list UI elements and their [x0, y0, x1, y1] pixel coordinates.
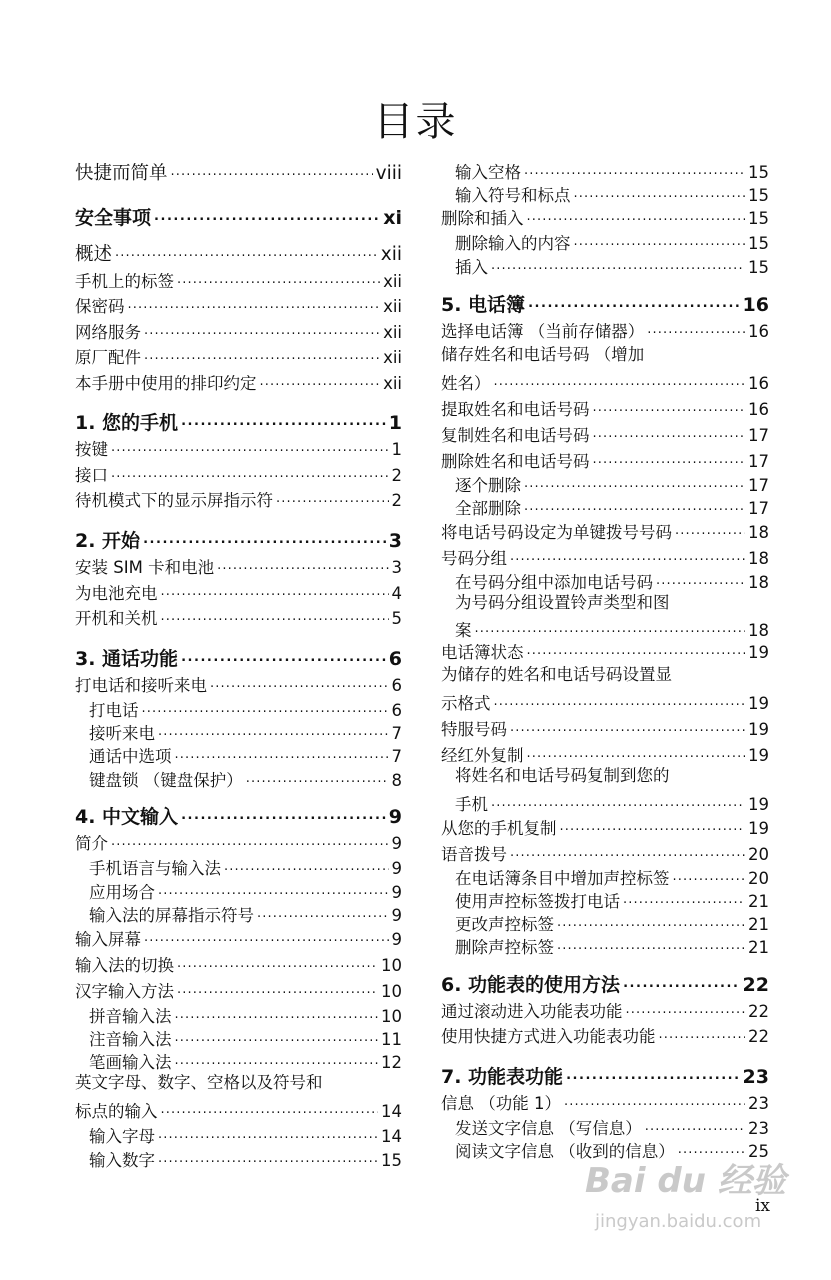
- toc-subentry[interactable]: 输入字母 . . . 14: [89, 1122, 402, 1148]
- toc-entry-wrapped-line: 将姓名和电话号码复制到您的: [455, 766, 670, 785]
- toc-entry[interactable]: 简介 . . . 9: [75, 829, 402, 855]
- toc-entry-wrapped-line: 为号码分组设置铃声类型和图: [455, 593, 670, 612]
- toc-entry[interactable]: 概述 . . . xii: [75, 239, 402, 267]
- toc-entry[interactable]: 为电池充电 . . . 4: [75, 579, 402, 605]
- toc-entry[interactable]: 手机上的标签 . . . xii: [75, 267, 402, 293]
- toc-entry[interactable]: 接口 . . . 2: [75, 461, 402, 487]
- toc-entry[interactable]: 使用快捷方式进入功能表功能 . . . 22: [441, 1022, 769, 1048]
- page-number: ix: [755, 1196, 771, 1216]
- toc-entry[interactable]: 经红外复制 . . . 19: [441, 741, 769, 767]
- toc-chapter-entry[interactable]: 6. 功能表的使用方法 . . . 22: [441, 968, 769, 998]
- toc-entry[interactable]: 示格式 . . . 19: [441, 689, 769, 715]
- toc-entry-wrapped-line: 为储存的姓名和电话号码设置显: [441, 665, 672, 684]
- toc-entry[interactable]: 原厂配件 . . . xii: [75, 343, 402, 369]
- toc-entry[interactable]: 将电话号码设定为单键拨号号码 . . . 18: [441, 518, 769, 544]
- toc-chapter-entry[interactable]: 4. 中文输入 . . . 9: [75, 800, 402, 830]
- toc-entry[interactable]: 汉字输入方法 . . . 10: [75, 977, 402, 1003]
- toc-entry[interactable]: 号码分组 . . . 18: [441, 544, 769, 570]
- toc-subentry[interactable]: 手机 . . . 19: [455, 790, 769, 816]
- toc-entry[interactable]: 网络服务 . . . xii: [75, 318, 402, 344]
- toc-entry[interactable]: 通过滚动进入功能表功能 . . . 22: [441, 997, 769, 1023]
- toc-entry[interactable]: 打电话和接听来电 . . . 6: [75, 671, 402, 697]
- toc-subentry[interactable]: 案 . . . 18: [455, 616, 769, 642]
- toc-entry[interactable]: 待机模式下的显示屏指示符 . . . 2: [75, 486, 402, 512]
- toc-entry[interactable]: 信息 （功能 1） . . . 23: [441, 1089, 769, 1115]
- toc-entry[interactable]: 开机和关机 . . . 5: [75, 604, 402, 630]
- toc-subentry[interactable]: 删除输入的内容 . . . 15: [455, 229, 769, 255]
- toc-entry[interactable]: 输入屏幕 . . . 9: [75, 925, 402, 951]
- toc-entry[interactable]: 标点的输入 . . . 14: [75, 1097, 402, 1123]
- toc-subentry[interactable]: 更改声控标签 . . . 21: [455, 910, 769, 936]
- toc-subentry[interactable]: 使用声控标签拨打电话 . . . 21: [455, 887, 769, 913]
- toc-subentry[interactable]: 打电话 . . . 6: [89, 696, 402, 722]
- toc-entry-wrapped-line: 英文字母、数字、空格以及符号和: [75, 1073, 323, 1092]
- toc-subentry[interactable]: 应用场合 . . . 9: [89, 878, 402, 904]
- toc-entry[interactable]: 删除姓名和电话号码 . . . 17: [441, 447, 769, 473]
- toc-entry[interactable]: 提取姓名和电话号码 . . . 16: [441, 395, 769, 421]
- toc-entry[interactable]: 按键 . . . 1: [75, 435, 402, 461]
- toc-subentry[interactable]: 全部删除 . . . 17: [455, 494, 769, 520]
- toc-subentry[interactable]: 输入法的屏幕指示符号 . . . 9: [89, 901, 402, 927]
- toc-subentry[interactable]: 通话中选项 . . . 7: [89, 742, 402, 768]
- toc-entry[interactable]: 保密码 . . . xii: [75, 292, 402, 318]
- toc-chapter-entry[interactable]: 1. 您的手机 . . . 1: [75, 406, 402, 436]
- toc-entry[interactable]: 语音拨号 . . . 20: [441, 840, 769, 866]
- watermark-logo: Bai du 经验: [585, 1161, 786, 1201]
- toc-subentry[interactable]: 键盘锁 （键盘保护） . . . 8: [89, 766, 402, 792]
- toc-subentry[interactable]: 删除声控标签 . . . 21: [455, 933, 769, 959]
- toc-entry[interactable]: 快捷而简单 . . . viii: [75, 158, 402, 186]
- toc-subentry[interactable]: 拼音输入法 . . . 10: [89, 1002, 402, 1028]
- toc-chapter-entry[interactable]: 3. 通话功能 . . . 6: [75, 642, 402, 672]
- toc-subentry[interactable]: 发送文字信息 （写信息） . . . 23: [455, 1114, 769, 1140]
- toc-subentry[interactable]: 输入数字 . . . 15: [89, 1146, 402, 1172]
- toc-subentry[interactable]: 逐个删除 . . . 17: [455, 471, 769, 497]
- toc-subentry[interactable]: 注音输入法 . . . 11: [89, 1025, 402, 1051]
- toc-entry[interactable]: 选择电话簿 （当前存储器） . . . 16: [441, 317, 769, 343]
- toc-subentry[interactable]: 插入 . . . 15: [455, 253, 769, 279]
- toc-entry[interactable]: 姓名） . . . 16: [441, 369, 769, 395]
- toc-subentry[interactable]: 手机语言与输入法 . . . 9: [89, 854, 402, 880]
- toc-entry[interactable]: 电话簿状态 . . . 19: [441, 638, 769, 664]
- toc-entry[interactable]: 特服号码 . . . 19: [441, 715, 769, 741]
- toc-subentry[interactable]: 笔画输入法 . . . 12: [89, 1048, 402, 1074]
- toc-subentry[interactable]: 输入空格 . . . 15: [455, 158, 769, 184]
- toc-entry[interactable]: 复制姓名和电话号码 . . . 17: [441, 421, 769, 447]
- toc-entry[interactable]: 从您的手机复制 . . . 19: [441, 814, 769, 840]
- toc-subentry[interactable]: 在号码分组中添加电话号码 . . . 18: [455, 568, 769, 594]
- toc-entry[interactable]: 安装 SIM 卡和电池 . . . 3: [75, 553, 402, 579]
- toc-entry[interactable]: 本手册中使用的排印约定 . . . xii: [75, 369, 402, 395]
- toc-entry-wrapped-line: 储存姓名和电话号码 （增加: [441, 345, 645, 364]
- toc-chapter-entry[interactable]: 5. 电话簿 . . . 16: [441, 288, 769, 318]
- toc-subentry[interactable]: 输入符号和标点 . . . 15: [455, 181, 769, 207]
- page-title: 目录: [373, 99, 458, 145]
- toc-chapter-entry[interactable]: 7. 功能表功能 . . . 23: [441, 1060, 769, 1090]
- toc-entry[interactable]: 输入法的切换 . . . 10: [75, 951, 402, 977]
- watermark-url: jingyan.baidu.com: [595, 1211, 762, 1232]
- toc-chapter-entry[interactable]: 2. 开始 . . . 3: [75, 524, 402, 554]
- toc-subentry[interactable]: 在电话簿条目中增加声控标签 . . . 20: [455, 864, 769, 890]
- toc-chapter-entry[interactable]: 安全事项 . . . xi: [75, 201, 402, 231]
- toc-subentry[interactable]: 阅读文字信息 （收到的信息） . . . 25: [455, 1137, 769, 1163]
- toc-subentry[interactable]: 接听来电 . . . 7: [89, 719, 402, 745]
- toc-entry[interactable]: 删除和插入 . . . 15: [441, 204, 769, 230]
